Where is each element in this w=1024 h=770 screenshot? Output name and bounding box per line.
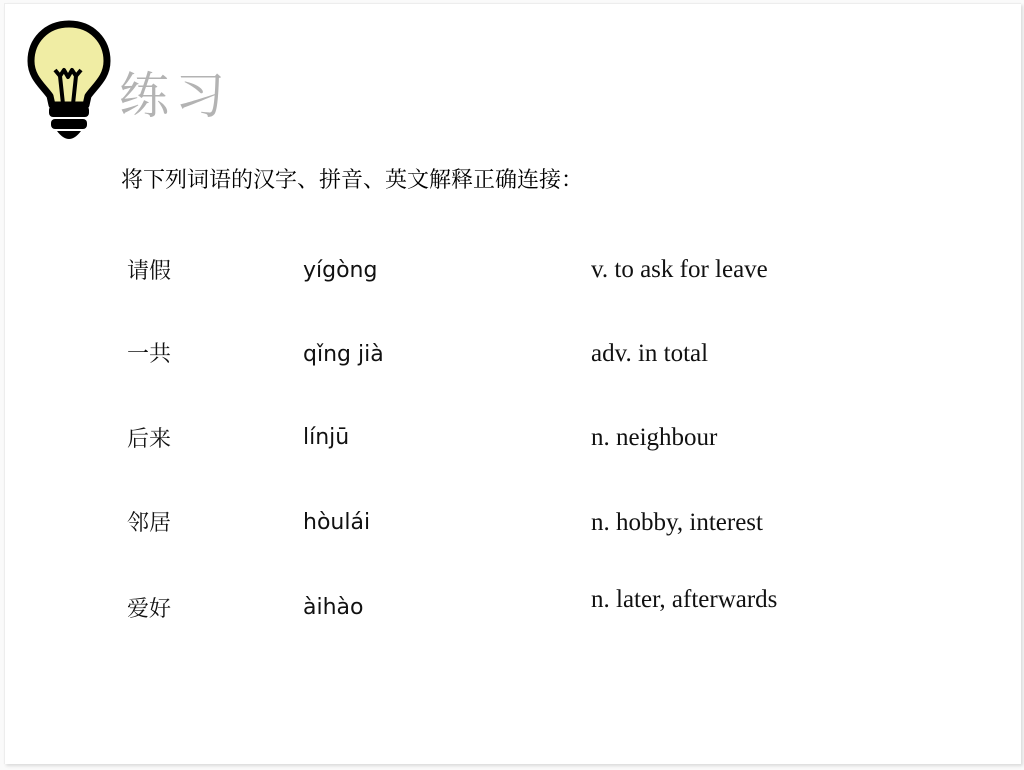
hanzi-item: 一共 [127, 342, 172, 367]
lightbulb-icon [27, 20, 111, 140]
hanzi-item: 请假 [127, 259, 172, 284]
hanzi-item: 爱好 [127, 597, 172, 622]
pinyin-item: àihào [303, 595, 364, 620]
english-item: n. neighbour [591, 424, 718, 451]
english-item: n. hobby, interest [591, 509, 763, 536]
slide [4, 3, 1021, 764]
english-item: v. to ask for leave [591, 256, 768, 283]
pinyin-item: línjū [303, 425, 350, 450]
pinyin-item: yígòng [303, 258, 378, 283]
instruction-text: 将下列词语的汉字、拼音、英文解释正确连接： [121, 168, 584, 193]
hanzi-item: 后来 [127, 427, 172, 452]
pinyin-item: hòulái [303, 510, 371, 535]
pinyin-item: qǐng jià [303, 342, 384, 367]
english-item: n. later, afterwards [591, 586, 778, 613]
english-item: adv. in total [591, 340, 709, 367]
page-title: 练习 [119, 67, 231, 125]
hanzi-item: 邻居 [127, 511, 172, 536]
